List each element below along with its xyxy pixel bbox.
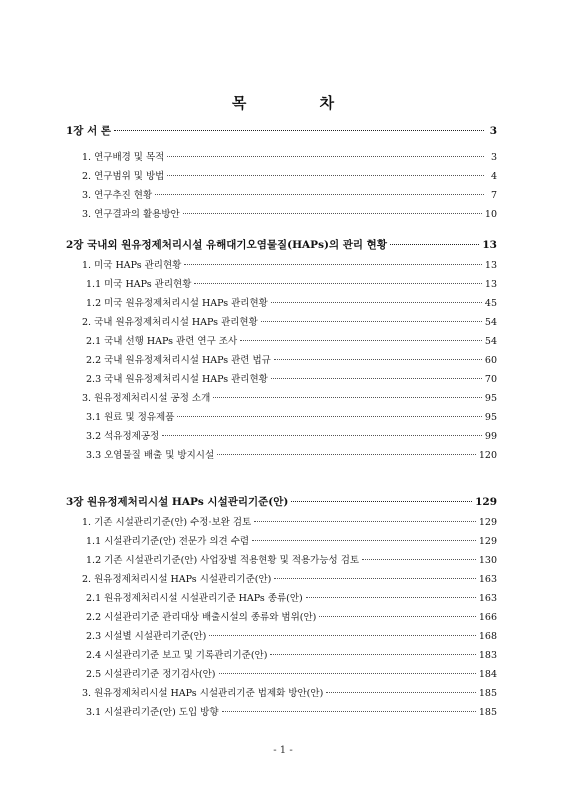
toc-page-number: 60 [484,355,497,366]
toc-page-number: 13 [484,279,497,290]
dot-leader [261,321,482,322]
dot-leader [184,264,482,265]
toc-page-number: 70 [484,374,497,385]
dot-leader [162,435,482,436]
dot-leader [306,597,476,598]
toc-page-number: 168 [478,631,497,642]
toc-page-number: 129 [478,536,497,547]
toc-entry[interactable] [66,589,497,608]
toc-entry[interactable] [66,313,497,332]
dot-leader [155,194,484,195]
table-of-contents [66,120,497,722]
toc-page-number: 120 [478,450,497,461]
toc-chapter-title: 1장 서 론 [66,125,112,137]
toc-entry-label: 3.2 석유정제공정 [86,431,160,442]
toc-entry[interactable] [66,186,497,205]
dot-leader [274,578,476,579]
toc-entry[interactable] [66,294,497,313]
toc-entry-label: 3.3 오염물질 배출 및 방지시설 [86,450,215,461]
toc-entry-label: 2.3 국내 원유정제처리시설 HAPs 관리현황 [86,374,268,385]
toc-entry[interactable] [66,551,497,570]
toc-entry[interactable] [66,703,497,722]
toc-chapter[interactable] [66,120,497,142]
dot-leader [271,378,482,379]
dot-leader [252,540,476,541]
toc-entry[interactable] [66,446,497,465]
toc-page-number: 95 [484,393,497,404]
dot-leader [213,397,482,398]
toc-page-number: 10 [484,209,497,220]
toc-entry[interactable] [66,665,497,684]
dot-leader [194,283,482,284]
toc-page-number: 166 [478,612,497,623]
toc-page-number: 185 [478,707,497,718]
dot-leader [217,454,476,455]
toc-entry-label: 3.1 시설관리기준(안) 도입 방향 [86,707,219,718]
page-number-footer: - 1 - [273,745,293,756]
toc-entry-label: 1. 연구배경 및 목적 [82,152,165,163]
dot-leader [291,501,472,502]
toc-entry[interactable] [66,256,497,275]
toc-page-number: 129 [475,496,497,508]
toc-entry-label: 3. 연구결과의 활용방안 [82,209,180,220]
toc-page-number: 99 [484,431,497,442]
toc-page-number: 13 [482,239,497,251]
toc-page-number: 184 [478,669,497,680]
toc-page-number: 3 [489,125,497,137]
toc-entry-label: 1.2 기존 시설관리기준(안) 사업장별 적용현황 및 적용가능성 검토 [86,555,360,566]
toc-entry-label: 2. 국내 원유정제처리시설 HAPs 관리현황 [82,317,258,328]
dot-leader [240,340,482,341]
toc-chapter-title: 3장 원유정제처리시설 HAPs 시설관리기준(안) [66,496,289,508]
toc-chapter[interactable] [66,234,497,256]
toc-entry[interactable] [66,513,497,532]
toc-page-number: 13 [484,260,497,271]
toc-entry[interactable] [66,205,497,224]
toc-entry[interactable] [66,608,497,627]
toc-entry-label: 3. 원유정제처리시설 공정 소개 [82,393,211,404]
dot-leader [390,244,479,245]
toc-entry[interactable] [66,351,497,370]
toc-chapter[interactable] [66,491,497,513]
toc-entry-label: 2.1 국내 선행 HAPs 관련 연구 조사 [86,336,238,347]
toc-entry[interactable] [66,427,497,446]
toc-entry-label: 3. 원유정제처리시설 HAPs 시설관리기준 법제화 방안(안) [82,688,324,699]
toc-entry[interactable] [66,370,497,389]
dot-leader [274,359,482,360]
toc-page-number: 163 [478,574,497,585]
toc-entry-label: 2. 원유정제처리시설 HAPs 시설관리기준(안) [82,574,272,585]
toc-page-number: 4 [490,171,497,182]
toc-chapter-title: 2장 국내외 원유정제처리시설 유해대기오염물질(HAPs)의 관리 현황 [66,239,387,251]
dot-leader [209,635,476,636]
dot-leader [167,156,484,157]
toc-page-number: 7 [490,190,497,201]
toc-entry-label: 1. 기존 시설관리기준(안) 수정·보완 검토 [82,517,252,528]
toc-page-number: 3 [490,152,497,163]
dot-leader [114,130,484,131]
toc-entry-label: 3.1 원료 및 정유제품 [86,412,175,423]
toc-entry-label: 2.4 시설관리기준 보고 및 기록관리기준(안) [86,650,268,661]
dot-leader [222,711,476,712]
dot-leader [326,692,476,693]
toc-entry[interactable] [66,532,497,551]
toc-entry[interactable] [66,332,497,351]
dot-leader [177,416,481,417]
toc-page-number: 129 [478,517,497,528]
toc-entry-label: 2.5 시설관리기준 정기검사(안) [86,669,216,680]
toc-page-number: 54 [484,317,497,328]
toc-entry[interactable] [66,148,497,167]
toc-entry-label: 1.2 미국 원유정제처리시설 HAPs 관리현황 [86,298,268,309]
toc-entry[interactable] [66,627,497,646]
toc-entry[interactable] [66,275,497,294]
toc-entry-label: 3. 연구추진 현황 [82,190,153,201]
toc-page-number: 130 [478,555,497,566]
dot-leader [167,175,484,176]
toc-entry-label: 2.3 시설별 시설관리기준(안) [86,631,207,642]
toc-entry[interactable] [66,570,497,589]
toc-page-number: 54 [484,336,497,347]
dot-leader [254,521,476,522]
toc-entry-label: 1.1 시설관리기준(안) 전문가 의견 수렴 [86,536,250,547]
toc-entry[interactable] [66,389,497,408]
dot-leader [219,673,476,674]
toc-page-number: 185 [478,688,497,699]
dot-leader [271,302,482,303]
toc-entry[interactable] [66,646,497,665]
toc-entry-label: 1.1 미국 HAPs 관리현황 [86,279,192,290]
toc-entry[interactable] [66,408,497,427]
toc-entry-label: 2.1 원유정제처리시설 시설관리기준 HAPs 종류(안) [86,593,303,604]
toc-page-number: 183 [478,650,497,661]
toc-entry[interactable] [66,684,497,703]
dot-leader [183,213,482,214]
toc-entry-label: 2.2 국내 원유정제처리시설 HAPs 관련 법규 [86,355,271,366]
toc-entry-label: 2.2 시설관리기준 관리대상 배출시설의 종류와 범위(안) [86,612,317,623]
toc-entry-label: 2. 연구범위 및 방법 [82,171,165,182]
toc-page-number: 45 [484,298,497,309]
dot-leader [319,616,476,617]
toc-page-number: 95 [484,412,497,423]
toc-entry-label: 1. 미국 HAPs 관리현황 [82,260,182,271]
page-title: 목 차 [231,94,369,112]
dot-leader [270,654,475,655]
toc-page-number: 163 [478,593,497,604]
toc-entry[interactable] [66,167,497,186]
dot-leader [362,559,476,560]
